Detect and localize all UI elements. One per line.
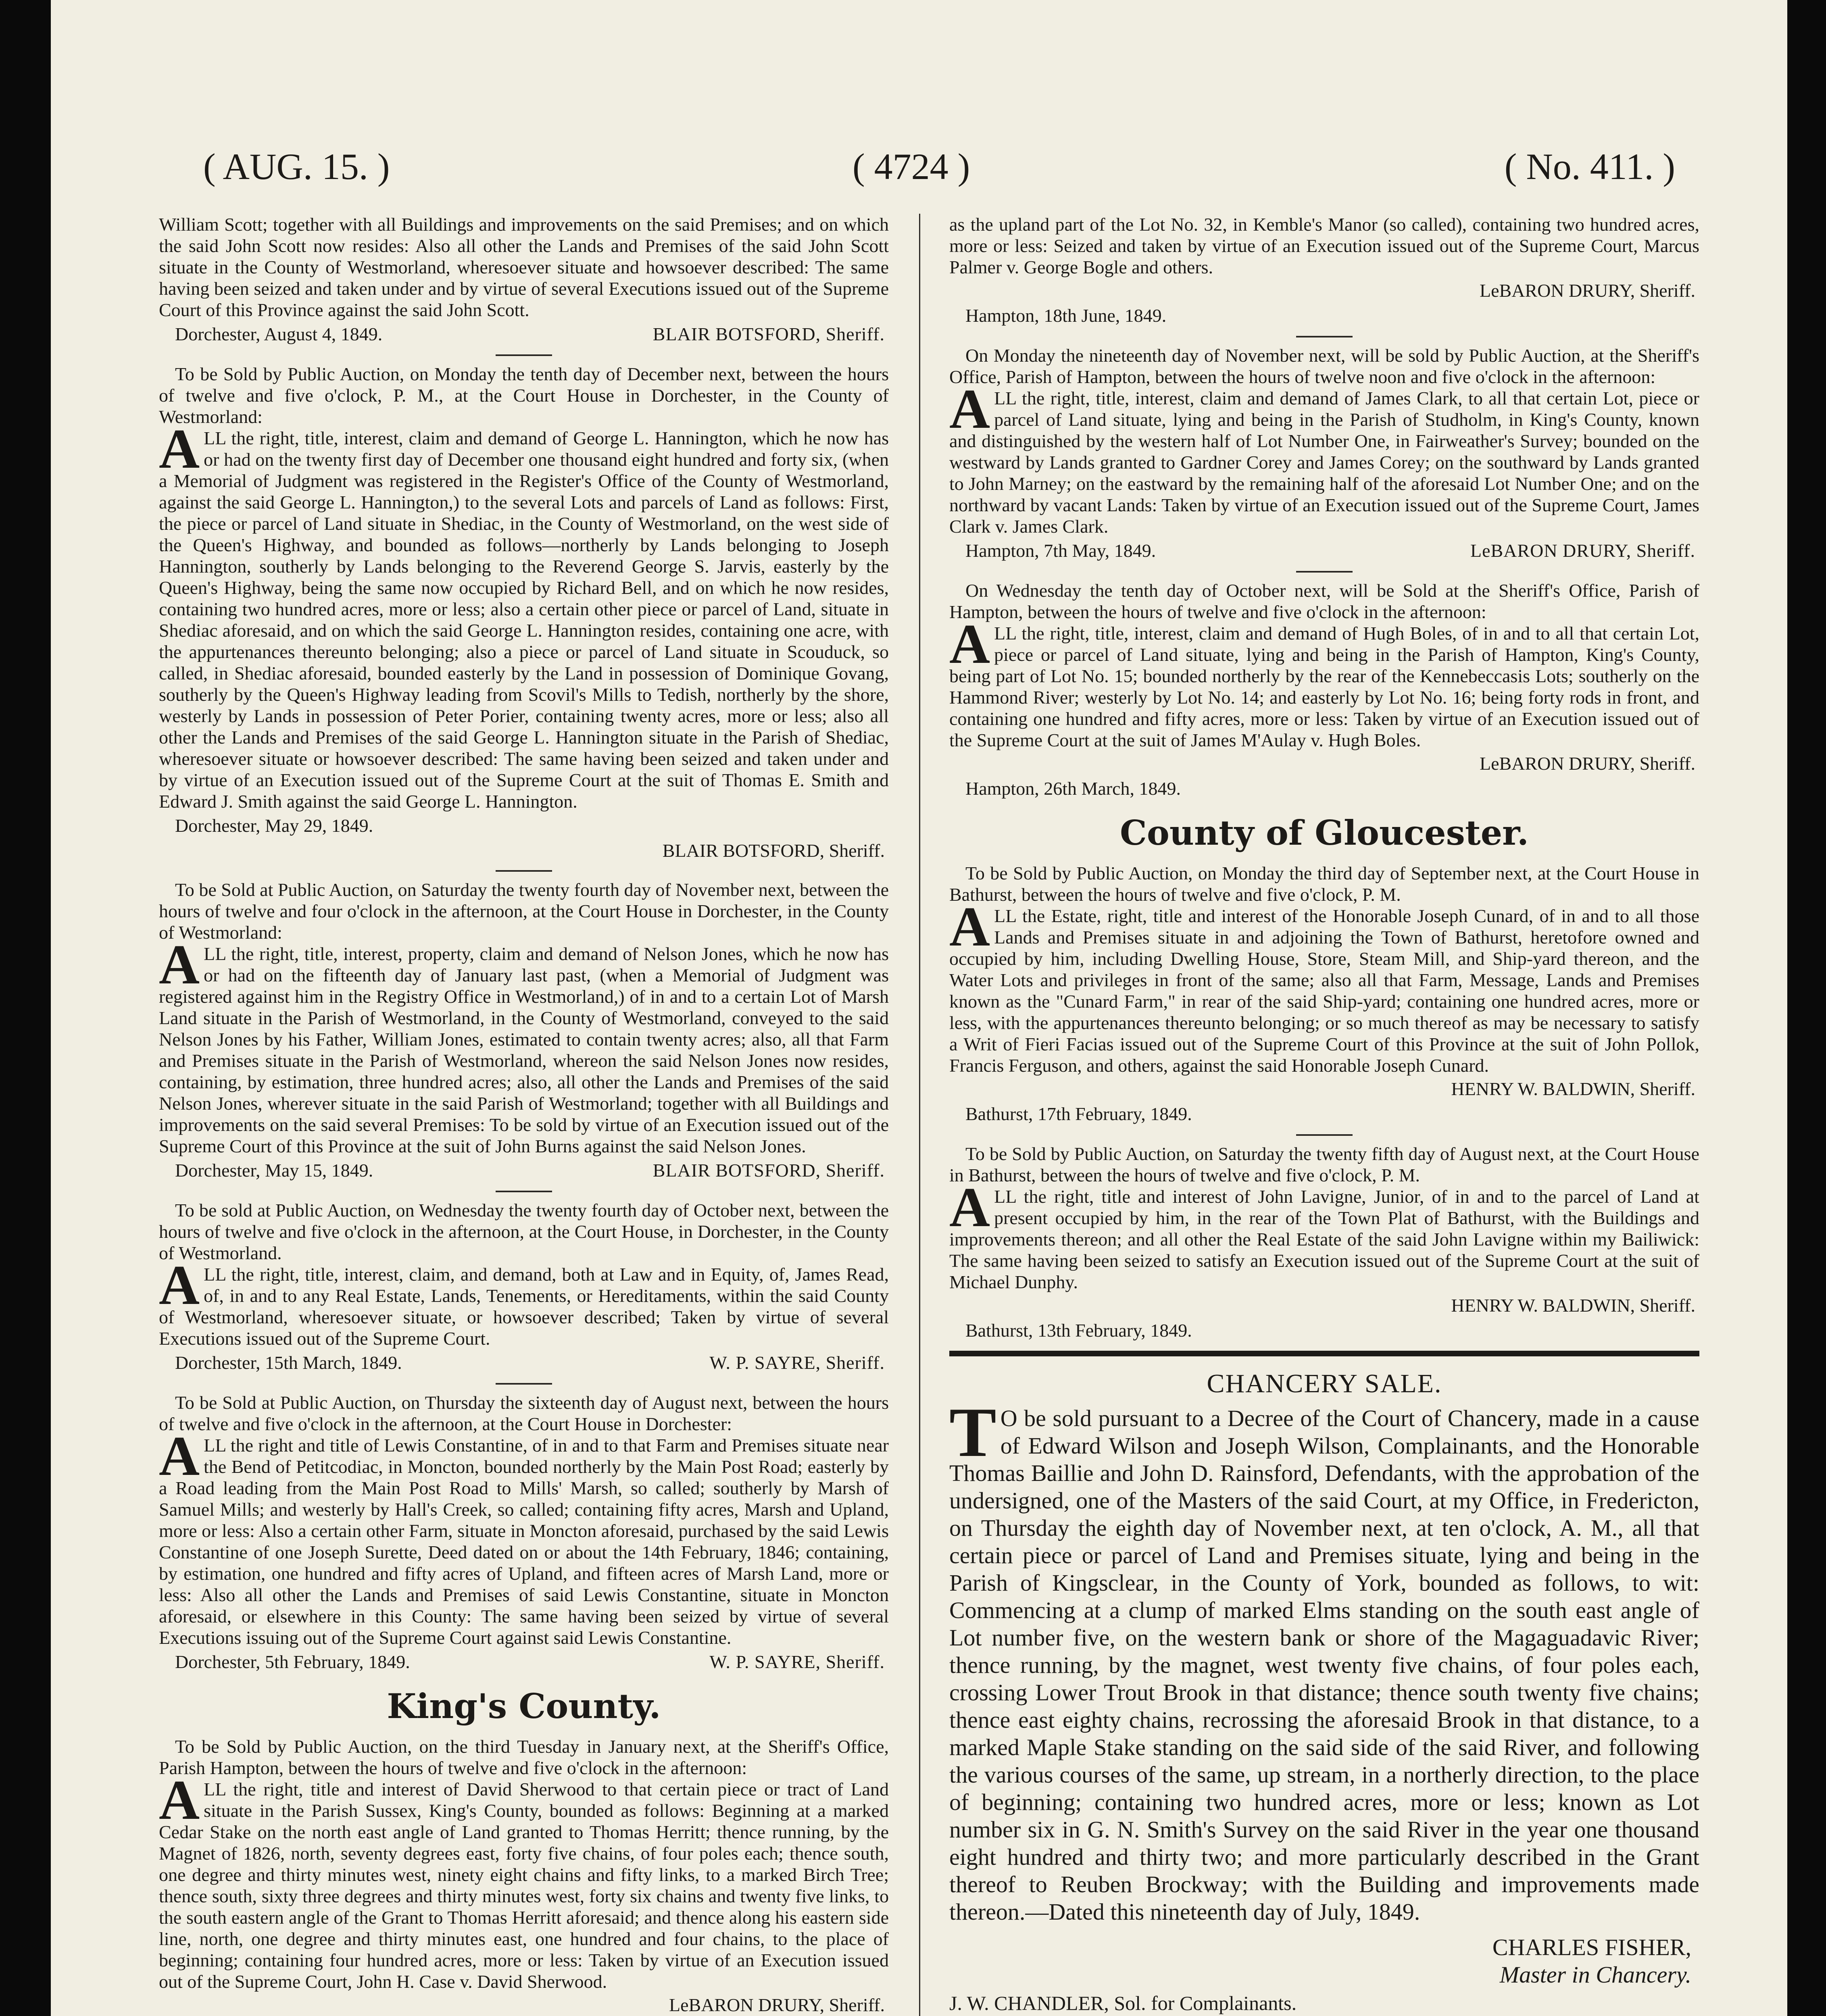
drop-cap: A [949, 1176, 990, 1239]
ad-dateline [949, 1103, 1699, 1126]
drop-cap: A [159, 933, 200, 996]
advertisement-clark [949, 345, 1699, 563]
ad-dateline [159, 323, 889, 346]
advertisement-hannington [159, 363, 889, 862]
ad-body: as the upland part of the Lot No. 32, in Kemble's Manor (so called), containing two hundred acres, more or less: Seized and taken by virtue of an Execution issued out of the Supreme Court, Marcus Palmer v. George Bogle and others. [949, 214, 1699, 277]
ad-body: LL the right, title and interest of David Sherwood to that certain piece or tract of Land situate in the Parish Sussex, King's County, bounded as follows: Beginning at a marked Cedar Stake on the north east angle of Land granted to Thomas Herritt; thence running, by the Magnet of 1826, north, seventy degrees east, forty five chains, of four poles each; thence south, one degree and thirty minutes west, ninety eight chains and fifty links, to a marked Birch Tree; thence south, sixty three degrees and thirty minutes west, forty six chains and twenty five links, to the south eastern angle of the Grant to Thomas Herritt aforesaid; and thence along his eastern side line, north, one degree and thirty minutes east, one hundred and four chains, to the place of beginning; containing four hundred acres, more or less: Taken by virtue of an Execution issued out of the Supreme Court, John H. Case v. David Sherwood. [159, 1779, 889, 1992]
ad-sheriff: LeBARON DRURY, Sheriff. [1470, 540, 1695, 561]
ad-dateline [159, 814, 889, 838]
drop-cap: A [159, 418, 200, 480]
ad-dateline [159, 1651, 889, 1674]
ad-body: LL the right, title, interest, claim and demand of Hugh Boles, of in and to all that certain Lot, piece or parcel of Land situate, lying and being in the Parish of Hampton, King's County, being part of Lot No. 15; bounded northerly by the rear of the Kennebeccasis Lots; southerly on the Hammond River; westerly by Lot No. 14; and easterly by Lot No. 16; being forty rods in front, and containing one hundred and fifty acres, more or less: Taken by virtue of an Execution issued out of the Supreme Court at the suit of James M'Aulay v. Hugh Boles. [949, 623, 1699, 750]
chancery-signer-title: Master in Chancery. [1499, 1962, 1691, 1988]
ad-date: Hampton, 7th May, 1849. [965, 540, 1156, 561]
ad-sheriff: BLAIR BOTSFORD, Sheriff. [652, 1160, 885, 1181]
ad-intro: To be Sold by Public Auction, on Monday the third day of September next, at the Court House in Bathurst, between the hours of twelve and five o'clock, P. M. [949, 863, 1699, 905]
ad-dateline [949, 539, 1699, 563]
left-column [159, 214, 889, 2016]
ad-date: Dorchester, May 15, 1849. [175, 1160, 373, 1181]
ad-dateline [949, 777, 1699, 801]
ad-date: Bathurst, 13th February, 1849. [965, 1320, 1192, 1341]
ad-sheriff: LeBARON DRURY, Sheriff. [1480, 280, 1695, 301]
ad-sheriff: LeBARON DRURY, Sheriff. [1480, 753, 1695, 774]
drop-cap: A [949, 378, 990, 440]
ad-body: LL the right, title, interest, claim and demand of James Clark, to all that certain Lot, piece or parcel of Land situate, lying and being in the Parish of Studholm, in King's County, known and distinguished by the western half of Lot Number One, in Fairweather's Survey; bounded on the westward by Lands granted to Gardner Corey and James Corey; on the southward by Lands granted to John Marney; on the eastward by the remaining half of the aforesaid Lot Number One; and on the northward by vacant Lands: Taken by virtue of an Execution issued out of the Supreme Court, James Clark v. James Clark. [949, 388, 1699, 537]
ad-body: LL the right and title of Lewis Constantine, of in and to that Farm and Premises situate near the Bend of Petitcodiac, in Moncton, bounded northerly by the Main Post Road; easterly by a Road leading from the Main Post Road to Mills' Marsh, so called; southerly by Marsh of Samuel Mills; and westerly by Hall's Creek, so called; containing fifty acres, Marsh and Upland, more or less: Also a certain other Farm, situate in Moncton aforesaid, purchased by the said Lewis Constantine of one Joseph Surette, Deed dated on or about the 14th February, 1846; containing, by estimation, one hundred and fifty acres of Upland, and fifteen acres of Marsh Land, more or less: Also all other the Lands and Premises of said Lewis Constantine, situate in Moncton aforesaid, or elsewhere in this County: The same having been seized by virtue of several Executions issuing out of the Supreme Court against said Lewis Constantine. [159, 1435, 889, 1648]
advertisement-bogle-continued [949, 214, 1699, 328]
advertisement-boles [949, 580, 1699, 801]
page-header [159, 145, 1699, 202]
ad-date: Bathurst, 17th February, 1849. [965, 1104, 1192, 1124]
ad-date: Hampton, 18th June, 1849. [965, 305, 1167, 326]
chancery-title: CHANCERY SALE. [1207, 1369, 1442, 1398]
ad-sheriff: BLAIR BOTSFORD, Sheriff. [652, 324, 885, 344]
separator-rule [1296, 1134, 1353, 1136]
newspaper-page [51, 0, 1787, 2016]
ad-sheriff: W. P. SAYRE, Sheriff. [709, 1352, 885, 1373]
ad-intro: To be Sold at Public Auction, on Saturday the twenty fourth day of November next, between the hours of twelve and four o'clock in the afternoon, at the Court House in Dorchester, in the County of Westmorland: [159, 879, 889, 943]
ad-intro: To be Sold at Public Auction, on Thursday the sixteenth day of August next, between the hours of twelve and five o'clock in the afternoon, at the Court House in Dorchester: [159, 1392, 889, 1434]
ad-date: Hampton, 26th March, 1849. [965, 778, 1181, 799]
advertisement-sherwood [159, 1736, 889, 2016]
header-page-number: ( 4724 ) [853, 146, 970, 187]
chancery-signer: CHARLES FISHER, [1492, 1934, 1691, 1960]
column-divider [919, 214, 920, 2016]
separator-rule [496, 870, 552, 872]
chancery-sale [949, 1368, 1699, 2015]
header-issue-number: ( No. 411. ) [1504, 146, 1675, 187]
ad-intro: On Monday the nineteenth day of November next, will be sold by Public Auction, at the Sheriff's Office, Parish of Hampton, between the hours of twelve noon and five o'clock in the afternoon: [949, 345, 1699, 387]
ad-dateline [949, 304, 1699, 328]
ad-body: LL the Estate, right, title and interest of the Honorable Joseph Cunard, of in and to all those Lands and Premises situate in and adjoining the Town of Bathurst, heretofore owned and occupied by him, including Dwelling House, Store, Steam Mill, and Ship-yard thereon, and the Water Lots and privileges in front of the same; also all that Farm, Message, Lands and Premises known as the "Cunard Farm," in rear of the said Ship-yard; containing one hundred acres, more or less, with the appurtenances thereunto belonging; or so much thereof as may be necessary to satisfy a Writ of Fieri Facias issued out of the Supreme Court of this Province at the suit of John Pollok, Francis Ferguson, and others, against the said Honorable Joseph Cunard. [949, 906, 1699, 1076]
advertisement-lavigne [949, 1143, 1699, 1343]
ad-body: LL the right, title, interest, property, claim and demand of Nelson Jones, which he now has or had on the fifteenth day of January last past, (when a Memorial of Judgment was registered against him in the Registry Office in Westmorland,) of in and to a certain Lot of Marsh Land situate in the Parish of Westmorland, in the County of Westmorland, conveyed to the said Nelson Jones by his Father, William Jones, estimated to contain twenty acres; also, all that Farm and Premises situate in the Parish of Westmorland, whereon the said Nelson Jones now resides, containing, by estimation, three hundred acres; also, all other the Lands and Premises of the said Nelson Jones, wherever situate in the said Parish of Westmorland; together with all Buildings and improvements on the said several Premises: To be sold by virtue of an Execution issued out of the Supreme Court of this Province at the suit of John Burns against the said Nelson Jones. [159, 943, 889, 1156]
section-heading-gloucester: County of Gloucester. [1120, 813, 1529, 853]
ad-dateline [159, 1352, 889, 1375]
ad-body: William Scott; together with all Buildings and improvements on the said Premises; and on which the said John Scott now resides: Also all other the Lands and Premises of the said John Scott situate in the County of Westmorland, wheresoever situate and howsoever described: The same having been seized and taken under and by virtue of several Executions issued out of the Supreme Court of this Province against the said John Scott. [159, 214, 889, 320]
drop-cap: A [159, 1425, 200, 1487]
advertisement-jones [159, 879, 889, 1183]
separator-rule [496, 1191, 552, 1192]
separator-rule [496, 354, 552, 356]
drop-cap: A [159, 1769, 200, 1831]
ad-intro: To be Sold by Public Auction, on Saturday the twenty fifth day of August next, at the Court House in Bathurst, between the hours of twelve and five o'clock, P. M. [949, 1143, 1699, 1185]
chancery-body: O be sold pursuant to a Decree of the Court of Chancery, made in a cause of Edward Wilson and Joseph Wilson, Complainants, and the Honorable Thomas Baillie and John D. Rainsford, Defendants, with the approbation of the undersigned, one of the Masters of the said Court, at my Office, in Fredericton, on Thursday the eighth day of November next, at ten o'clock, A. M., all that certain piece or parcel of Land and Premises situate, lying and being in the Parish of Kingsclear, in the County of York, bounded as follows, to wit: Commencing at a clump of marked Elms standing on the south east angle of Lot number five, on the western bank or shore of the Magaguadavic River; thence running, by the magnet, west twenty five chains, of four poles each, crossing Lower Trout Brook in that distance; thence south twenty five chains; thence east eighty chains, recrossing the aforesaid Brook in that distance, to a marked Maple Stake standing on the said side of the said River, and following the various courses of the same, up stream, in a northerly direction, to the place of beginning; containing two hundred acres, more or less; known as Lot number six in G. N. Smith's Survey on the said River in the year one thousand eight hundred and thirty two; and more particularly described in the Grant thereof to Reuben Brockway; with the Building and improvements made thereon.—Dated this nineteenth day of July, 1849. [949, 1405, 1699, 1925]
thick-rule [949, 1351, 1699, 1356]
ad-body: LL the right, title and interest of John Lavigne, Junior, of in and to the parcel of Land at present occupied by him, in the rear of the Town Plat of Bathurst, with the Buildings and improvements thereon; and all other the Real Estate of the said John Lavigne within my Bailiwick: The same having been seized to satisfy an Execution issued out of the Supreme Court at the suit of Michael Dunphy. [949, 1186, 1699, 1292]
section-heading-kings-county: King's County. [387, 1686, 661, 1726]
ad-body: LL the right, title, interest, claim, and demand, both at Law and in Equity, of, James Read, of, in and to any Real Estate, Lands, Tenements, or Hereditaments, within the said County of Westmorland, wheresoever situate, or howsoever described; Taken by virtue of several Executions issued out of the Supreme Court. [159, 1264, 889, 1349]
ad-date: Dorchester, May 29, 1849. [175, 815, 373, 836]
ad-intro: To be Sold by Public Auction, on Monday the tenth day of December next, between the hours of twelve and five o'clock, P. M., at the Court House in Dorchester, in the County of Westmorland: [159, 364, 889, 427]
advertisement-scott [159, 214, 889, 346]
ad-sheriff: HENRY W. BALDWIN, Sheriff. [1451, 1295, 1695, 1316]
ad-date: Dorchester, August 4, 1849. [175, 324, 383, 344]
ad-date: Dorchester, 5th February, 1849. [175, 1652, 410, 1672]
ad-intro: To be sold at Public Auction, on Wednesday the twenty fourth day of October next, between the hours of twelve and five o'clock in the afternoon, at the Court House, in Dorchester, in the County of Westmorland. [159, 1200, 889, 1263]
ad-date: Dorchester, 15th March, 1849. [175, 1352, 402, 1373]
advertisement-cunard [949, 862, 1699, 1126]
chancery-solicitor: J. W. CHANDLER, Sol. for Complainants. [949, 1992, 1297, 2014]
header-date: ( AUG. 15. ) [203, 146, 390, 187]
page-content [159, 145, 1699, 2016]
ad-dateline [949, 1319, 1699, 1343]
drop-cap: A [949, 896, 990, 958]
separator-rule [496, 1383, 552, 1385]
ad-body: LL the right, title, interest, claim and demand of George L. Hannington, which he now has or had on the twenty first day of December one thousand eight hundred and forty six, (when a Memorial of Judgment was registered in the Register's Office of the County of Westmorland, against the said George L. Hannington,) to the several Lots and parcels of Land as follows: First, the piece or parcel of Land situate in Shediac, in the County of Westmorland, on the west side of the Queen's Highway, and bounded as follows—northerly by Lands belonging to Joseph Hannington, southerly by Lands belonging to the Reverend George S. Jarvis, easterly by the Queen's Highway, being the same now occupied by Richard Bell, and on which he now resides, containing two hundred acres, more or less; also a certain other piece or parcel of Land, situate in Shediac aforesaid, and on which the said George L. Hannington resides, containing one acre, with the appurtenances thereunto belonging; also a piece or parcel of Land situate in Scouduck, so called, in Shediac aforesaid, bounded easterly by the Land in possession of Dominique Govang, southerly by the Queen's Highway leading from Scovil's Mills to Tedish, northerly by the shore, westerly by Lands in possession of Peter Porier, containing twenty acres, more or less; also all other the Lands and Premises of the said George L. Hannington situate in the Parish of Shediac, wheresoever situate or howsoever described: The same having been seized and taken under and by virtue of an Execution issued out of the Supreme Court at the suit of Thomas E. Smith and Edward J. Smith against the said George L. Hannington. [159, 428, 889, 812]
drop-cap: A [159, 1254, 200, 1316]
advertisement-read [159, 1200, 889, 1375]
ad-sheriff: BLAIR BOTSFORD, Sheriff. [662, 840, 885, 861]
ad-sheriff: HENRY W. BALDWIN, Sheriff. [1451, 1079, 1695, 1099]
separator-rule [1296, 571, 1353, 573]
ad-intro: On Wednesday the tenth day of October next, will be Sold at the Sheriff's Office, Parish of Hampton, between the hours of twelve and five o'clock in the afternoon: [949, 580, 1699, 622]
ad-sheriff: W. P. SAYRE, Sheriff. [709, 1652, 885, 1672]
drop-cap: T [949, 1393, 996, 1471]
right-column [949, 214, 1699, 2016]
ad-dateline [159, 1159, 889, 1183]
separator-rule [1296, 336, 1353, 337]
drop-cap: A [949, 613, 990, 675]
ad-sheriff: LeBARON DRURY, Sheriff. [669, 1995, 885, 2015]
ad-intro: To be Sold by Public Auction, on the third Tuesday in January next, at the Sheriff's Office, Parish Hampton, between the hours of twelve and five o'clock in the afternoon: [159, 1736, 889, 1778]
advertisement-constantine [159, 1392, 889, 1674]
